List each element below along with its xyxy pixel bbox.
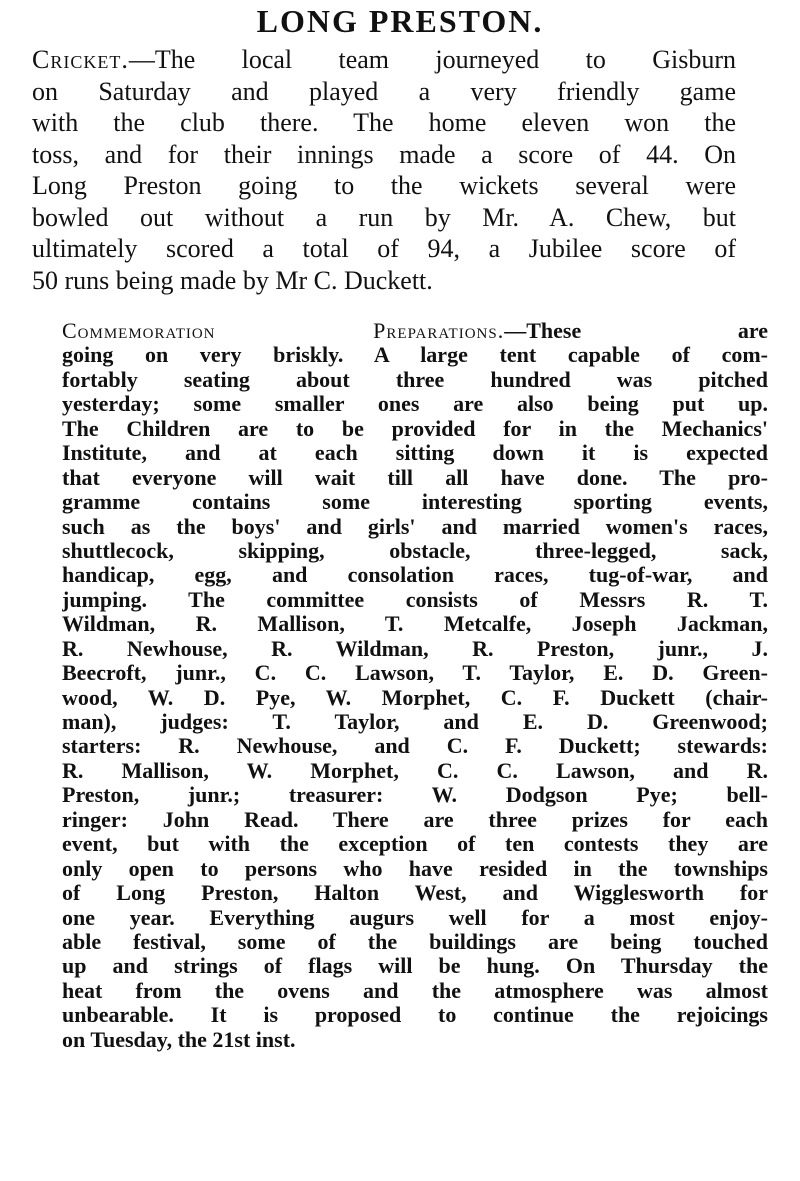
paragraph-line: Cricket.—The local team journeyed to Gisburn <box>32 45 736 74</box>
cricket-paragraph <box>32 44 736 296</box>
paragraph-line: event, but with the exception of ten contests they are <box>62 832 768 857</box>
paragraph-line: on Saturday and played a very friendly game <box>32 76 736 106</box>
paragraph-line: Beecroft, junr., C. C. Lawson, T. Taylor, E. D. Green- <box>62 661 768 686</box>
paragraph-line: up and strings of flags will be hung. On Thursday the <box>62 954 768 979</box>
paragraph-line: of Long Preston, Halton West, and Wigglesworth for <box>62 881 768 906</box>
paragraph-line: on Tuesday, the 21st inst. <box>62 1027 296 1052</box>
paragraph-line: able festival, some of the buildings are being touched <box>62 929 768 954</box>
paragraph-line: jumping. The committee consists of Messrs R. T. <box>62 587 768 612</box>
paragraph-line: heat from the ovens and the atmosphere was almost <box>62 978 768 1003</box>
paragraph-line: starters: R. Newhouse, and C. F. Duckett; stewards: <box>62 734 768 759</box>
paragraph-line: wood, W. D. Pye, W. Morphet, C. F. Duckett (chair- <box>62 685 768 710</box>
paragraph-line: yesterday; some smaller ones are also being put up. <box>62 392 768 417</box>
paragraph-line: The Children are to be provided for in the Mechanics' <box>62 416 768 441</box>
article-title: LONG PRESTON. <box>256 3 544 39</box>
paragraph-line: fortably seating about three hundred was pitched <box>62 367 768 392</box>
paragraph-line: that everyone will wait till all have done. The pro- <box>62 465 768 490</box>
paragraph-line: such as the boys' and girls' and married women's races, <box>62 514 768 539</box>
paragraph-line: R. Newhouse, R. Wildman, R. Preston, junr., J. <box>62 636 768 661</box>
paragraph-line: 50 runs being made by Mr C. Duckett. <box>32 265 433 295</box>
paragraph-line: R. Mallison, W. Morphet, C. C. Lawson, and R. <box>62 758 768 783</box>
paragraph-line: man), judges: T. Taylor, and E. D. Greenwood; <box>62 710 768 734</box>
paragraph-line: going on very briskly. A large tent capable of com- <box>62 343 768 368</box>
paragraph-line: Long Preston going to the wickets several were <box>32 171 736 200</box>
paragraph-line: bowled out without a run by Mr. A. Chew, but <box>32 202 736 232</box>
paragraph-line: toss, and for their innings made a score of 44. On <box>32 139 736 169</box>
paragraph-line: gramme contains some interesting sporting events, <box>62 490 768 515</box>
paragraph-line: with the club there. The home eleven won the <box>32 108 736 137</box>
paragraph-line: one year. Everything augurs well for a most enjoy- <box>62 905 768 930</box>
paragraph-line: Commemoration Preparations.—These are <box>62 319 768 343</box>
paragraph-line: Institute, and at each sitting down it is expected <box>62 441 768 466</box>
paragraph-line: ultimately scored a total of 94, a Jubilee score of <box>32 234 736 263</box>
paragraph-line: shuttlecock, skipping, obstacle, three-legged, sack, <box>62 538 768 563</box>
cricket-heading: Cricket. <box>32 45 129 74</box>
commemoration-paragraph <box>62 319 768 1052</box>
paragraph-line: unbearable. It is proposed to continue the rejoicings <box>62 1003 768 1028</box>
paragraph-line: handicap, egg, and consolation races, tug-of-war, and <box>62 563 768 588</box>
paragraph-line: only open to persons who have resided in the townships <box>62 856 768 881</box>
paragraph-line: Wildman, R. Mallison, T. Metcalfe, Joseph Jackman, <box>62 612 768 637</box>
paragraph-line: Preston, junr.; treasurer: W. Dodgson Pye; bell- <box>62 783 768 808</box>
commemoration-heading: Commemoration Preparations. <box>62 319 505 343</box>
paragraph-line: ringer: John Read. There are three prizes for each <box>62 807 768 832</box>
